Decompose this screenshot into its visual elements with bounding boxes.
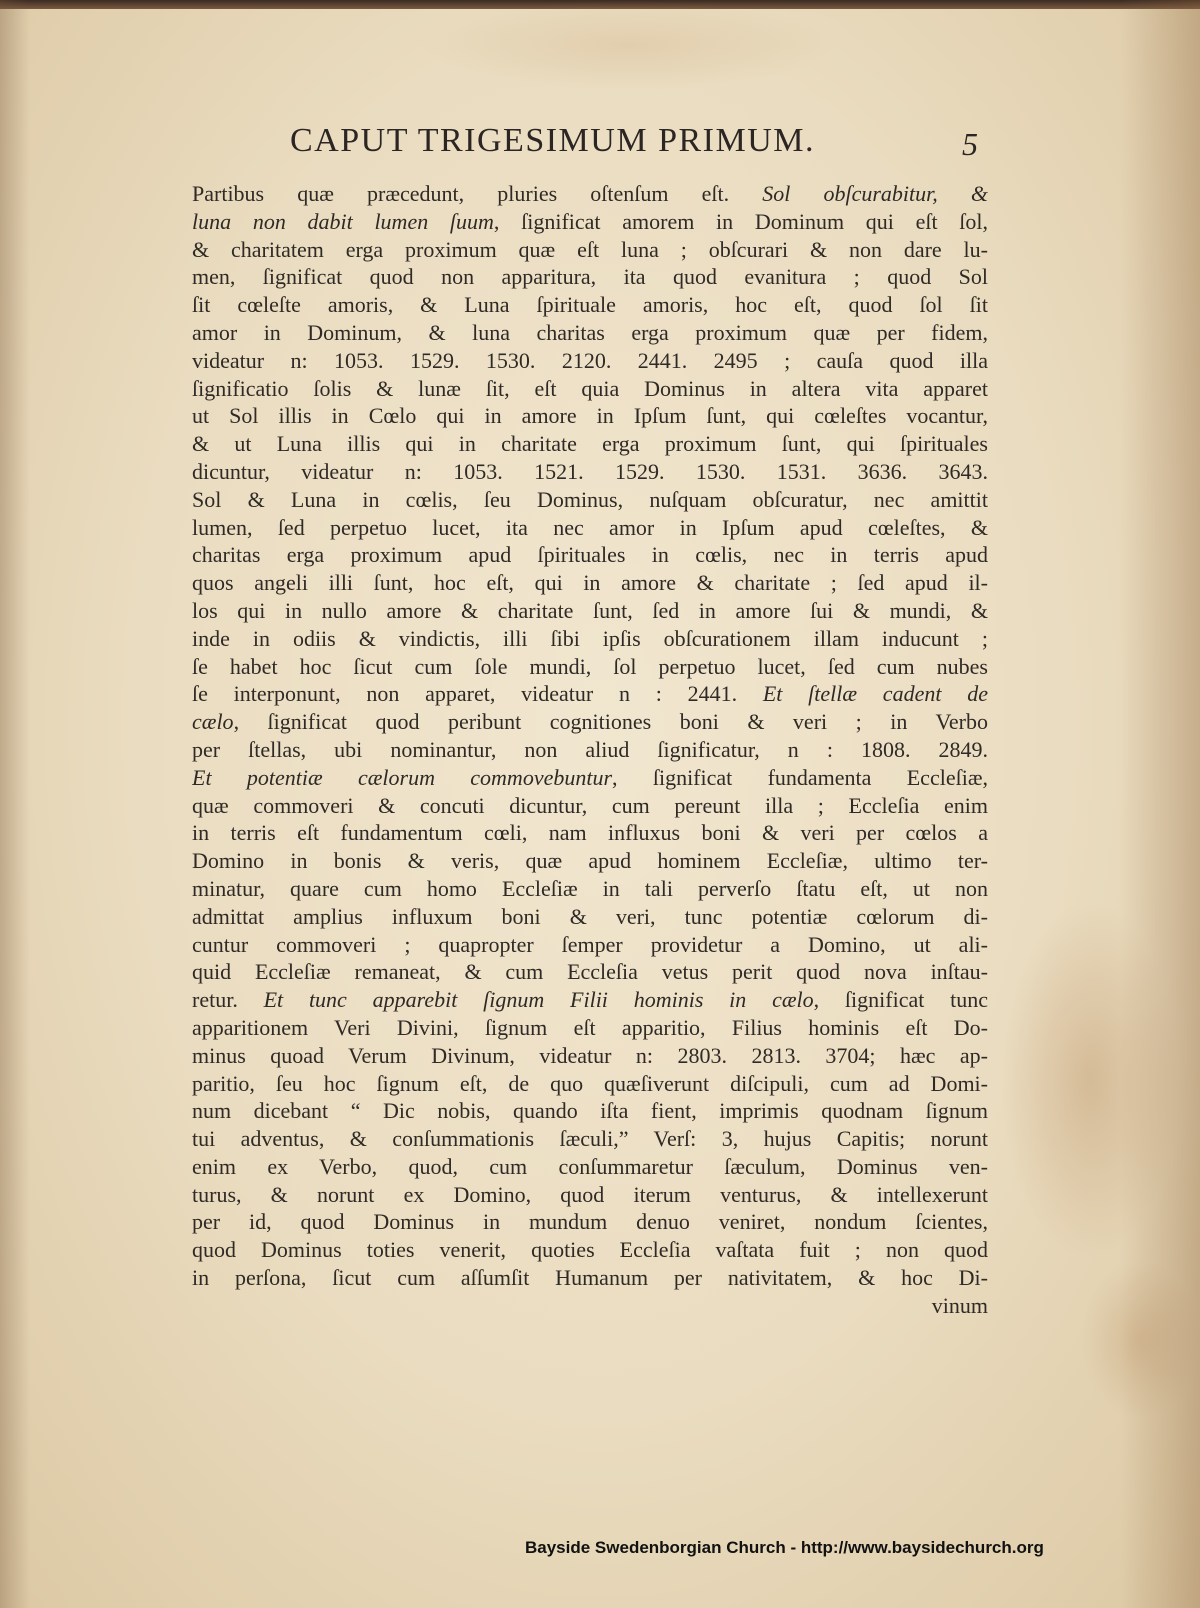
text-line <box>192 402 988 430</box>
text-segment: cuntur commoveri ; quapropter ſemper providetur a Domino, ut ali- <box>192 931 988 957</box>
page-top-edge <box>0 0 1200 9</box>
text-segment: tui adventus, & conſummationis ſæculi,” Verſ: 3, hujus Capitis; norunt <box>192 1126 988 1152</box>
footer-credit: Bayside Swedenborgian Church - http://www.baysidechurch.org <box>525 1538 1044 1557</box>
text-line <box>192 486 988 514</box>
text-segment: dicuntur, videatur n: 1053. 1521. 1529. 1530. 1531. 3636. 3643. <box>192 458 988 484</box>
page-header <box>240 122 1000 172</box>
text-line <box>192 569 988 597</box>
text-segment: quos angeli illi ſunt, hoc eſt, qui in amore & charitate ; ſed apud il- <box>192 570 988 596</box>
text-segment: quæ commoveri & concuti dicuntur, cum pereunt illa ; Eccleſia enim <box>192 792 988 818</box>
text-line <box>192 1292 988 1320</box>
text-line <box>192 1014 988 1042</box>
text-line <box>192 1070 988 1098</box>
page-right-shadow <box>1120 0 1200 1608</box>
text-segment: minus quoad Verum Divinum, videatur n: 2803. 2813. 3704; hæc ap- <box>192 1042 988 1068</box>
text-segment: Sol & Luna in cœlis, ſeu Dominus, nuſquam obſcuratur, nec amittit <box>192 486 988 512</box>
text-segment: enim ex Verbo, quod, cum conſummaretur ſæculum, Dominus ven- <box>192 1153 988 1179</box>
text-line <box>192 903 988 931</box>
italic-segment: Et tunc apparebit ſignum Filii hominis in cælo <box>263 987 814 1013</box>
text-line <box>192 319 988 347</box>
text-segment: per id, quod Dominus in mundum denuo veniret, nondum ſcientes, <box>192 1209 988 1235</box>
text-segment: lumen, ſed perpetuo lucet, ita nec amor in Ipſum apud cœleſtes, & <box>192 514 988 540</box>
text-line <box>192 819 988 847</box>
text-segment: admittat amplius influxum boni & veri, tunc potentiæ cœlorum di- <box>192 903 988 929</box>
text-segment: ſignificatio ſolis & lunæ ſit, eſt quia Dominus in altera vita apparet <box>192 375 988 401</box>
text-line <box>192 875 988 903</box>
text-segment: ſe interponunt, non apparet, videatur n : 2441. <box>192 681 763 707</box>
text-line <box>192 792 988 820</box>
text-line <box>192 1097 988 1125</box>
paper-stain <box>420 0 840 90</box>
text-line <box>192 708 988 736</box>
text-segment: & ut Luna illis qui in charitate erga proximum ſunt, qui ſpirituales <box>192 431 988 457</box>
italic-segment: Et potentiæ cælorum commovebuntur <box>192 764 613 790</box>
text-line <box>192 1208 988 1236</box>
text-segment: charitas erga proximum apud ſpirituales in cœlis, nec in terris apud <box>192 542 988 568</box>
text-segment: los qui in nullo amore & charitate ſunt, ſed in amore ſui & mundi, & <box>192 597 988 623</box>
text-line <box>192 208 988 236</box>
text-line <box>192 958 988 986</box>
page-number: 5 <box>962 126 978 162</box>
text-line <box>192 653 988 681</box>
text-line <box>192 541 988 569</box>
text-line <box>192 458 988 486</box>
text-line <box>192 430 988 458</box>
text-segment: & charitatem erga proximum quæ eſt luna ; obſcurari & non dare lu- <box>192 236 988 262</box>
text-segment: , ſignificat tunc <box>813 987 988 1013</box>
text-segment: , ſignificat fundamenta Eccleſiæ, <box>612 764 988 790</box>
text-line <box>192 1153 988 1181</box>
text-line <box>192 1264 988 1292</box>
text-segment: minatur, quare cum homo Eccleſiæ in tali perverſo ſtatu eſt, ut non <box>192 875 988 901</box>
running-head: CAPUT TRIGESIMUM PRIMUM. <box>290 122 815 159</box>
italic-segment: Sol obſcurabitur, & <box>762 181 988 206</box>
text-segment: apparitionem Veri Divini, ſignum eſt apparitio, Filius hominis eſt Do- <box>192 1014 988 1040</box>
text-segment: in perſona, ſicut cum aſſumſit Humanum per nativitatem, & hoc Di- <box>192 1265 988 1291</box>
text-segment: quod Dominus toties venerit, quoties Eccleſia vaſtata fuit ; non quod <box>192 1237 988 1263</box>
text-line <box>192 847 988 875</box>
text-line <box>192 1125 988 1153</box>
text-segment: paritio, ſeu hoc ſignum eſt, de quo quæſiverunt diſcipuli, cum ad Domi- <box>192 1070 988 1096</box>
text-segment: men, ſignificat quod non apparitura, ita quod evanitura ; quod Sol <box>192 264 988 290</box>
text-line <box>192 1236 988 1264</box>
text-segment: in terris eſt fundamentum cœli, nam influxus boni & veri per cœlos a <box>192 820 988 846</box>
text-segment: ut Sol illis in Cœlo qui in amore in Ipſum ſunt, qui cœleſtes vocantur, <box>192 403 988 429</box>
text-line <box>192 180 988 208</box>
text-segment: inde in odiis & vindictis, illi ſibi ipſis obſcurationem illam inducunt ; <box>192 625 988 651</box>
text-line <box>192 347 988 375</box>
text-line <box>192 986 988 1014</box>
italic-segment: Et ſtellæ cadent de <box>762 681 988 707</box>
text-line <box>192 1042 988 1070</box>
italic-segment: luna non dabit lumen ſuum <box>192 208 494 234</box>
text-segment: Domino in bonis & veris, quæ apud hominem Eccleſiæ, ultimo ter- <box>192 848 988 874</box>
text-line <box>192 236 988 264</box>
text-segment: videatur n: 1053. 1529. 1530. 2120. 2441. 2495 ; cauſa quod illa <box>192 347 988 373</box>
text-segment: ſe habet hoc ſicut cum ſole mundi, ſol perpetuo lucet, ſed cum nubes <box>192 653 988 679</box>
text-line <box>192 680 988 708</box>
text-line <box>192 1181 988 1209</box>
text-line <box>192 625 988 653</box>
text-segment: turus, & norunt ex Domino, quod iterum venturus, & intellexerunt <box>192 1181 988 1207</box>
body-text <box>192 180 988 1320</box>
text-line <box>192 764 988 792</box>
text-segment: quid Eccleſiæ remaneat, & cum Eccleſia vetus perit quod nova inſtau- <box>192 959 988 985</box>
text-line <box>192 597 988 625</box>
page-left-shadow <box>0 0 30 1608</box>
text-segment: , ſignificat quod peribunt cognitiones boni & veri ; in Verbo <box>233 709 988 735</box>
text-line <box>192 263 988 291</box>
text-segment: Partibus quæ præcedunt, pluries oſtenſum eſt. <box>192 181 763 206</box>
text-line <box>192 291 988 319</box>
text-segment: amor in Dominum, & luna charitas erga proximum quæ per fidem, <box>192 319 988 345</box>
italic-segment: cælo <box>192 709 234 735</box>
text-segment: , ſignificat amorem in Dominum qui eſt ſol, <box>493 208 988 234</box>
text-segment: num dicebant “ Dic nobis, quando iſta fient, imprimis quodnam ſignum <box>192 1098 988 1124</box>
text-segment: vinum <box>931 1292 988 1318</box>
text-line <box>192 514 988 542</box>
text-line <box>192 375 988 403</box>
text-line <box>192 736 988 764</box>
text-segment: retur. <box>192 987 264 1013</box>
text-segment: per ſtellas, ubi nominantur, non aliud ſignificatur, n : 1808. 2849. <box>192 736 988 762</box>
text-segment: ſit cœleſte amoris, & Luna ſpirituale amoris, hoc eſt, quod ſol ſit <box>192 292 988 318</box>
text-line <box>192 931 988 959</box>
